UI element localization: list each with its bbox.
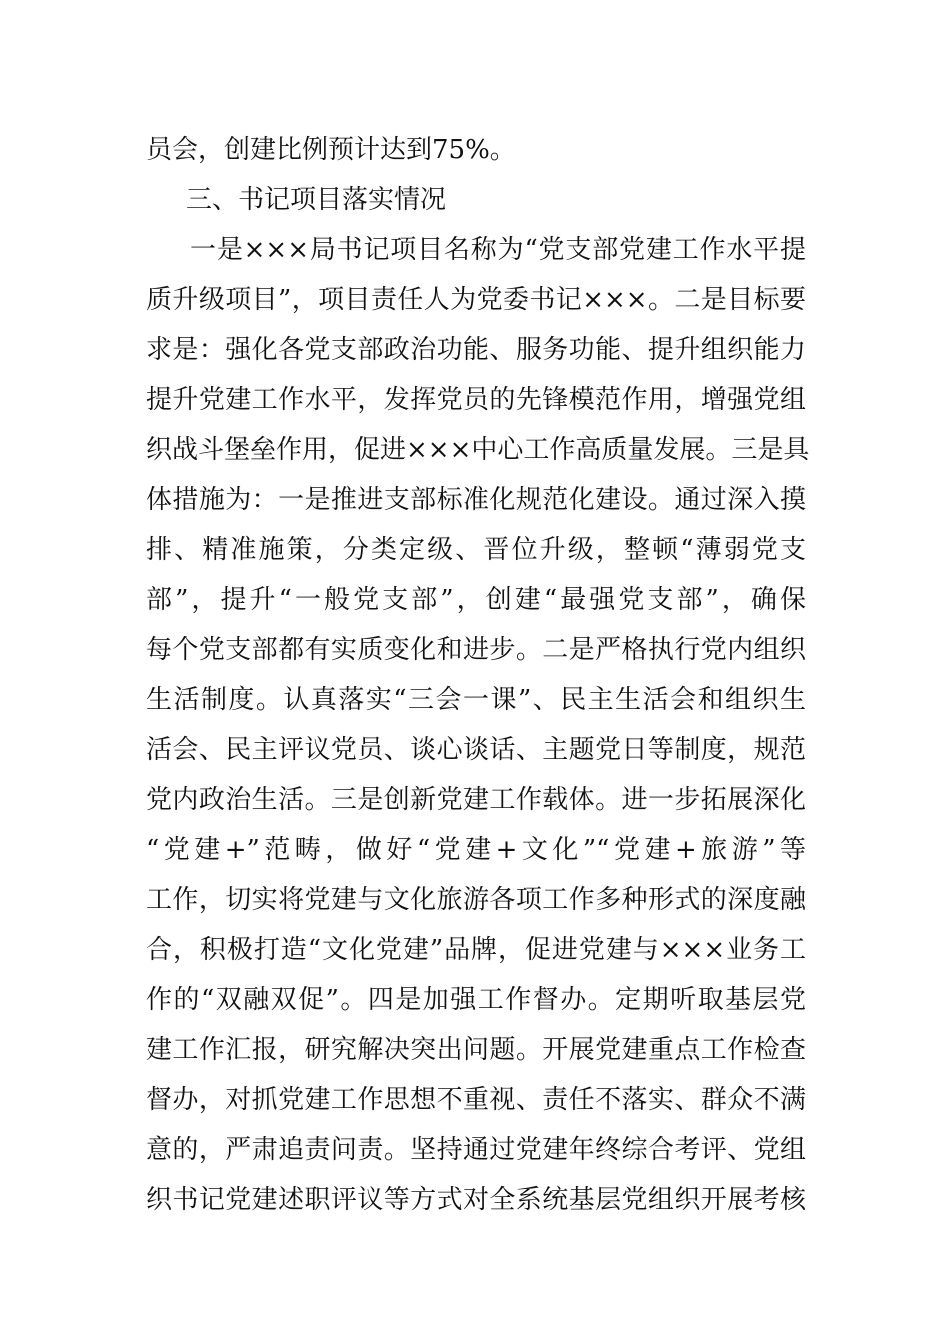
text-line-15: 工作，切实将党建与文化旅游各项工作多种形式的深度融 xyxy=(146,885,806,915)
text-line-14: “党建+”范畴，做好“党建+文化”“党建+旅游”等 xyxy=(146,835,806,865)
text-line-2: 一是×××局书记项目名称为“党支部党建工作水平提 xyxy=(190,235,806,265)
text-line-13: 党内政治生活。三是创新党建工作载体。进一步拓展深化 xyxy=(146,785,806,815)
text-line-6: 织战斗堡垒作用，促进×××中心工作高质量发展。三是具 xyxy=(146,435,810,465)
section-heading: 三、书记项目落实情况 xyxy=(186,185,447,215)
text-line-1: 员会，创建比例预计达到75%。 xyxy=(146,135,516,165)
text-line-16: 合，积极打造“文化党建”品牌，促进党建与×××业务工 xyxy=(146,935,806,965)
text-line-11: 生活制度。认真落实“三会一课”、民主生活会和组织生 xyxy=(146,685,806,715)
text-line-17: 作的“双融双促”。四是加强工作督办。定期听取基层党 xyxy=(146,985,806,1015)
text-line-10: 每个党支部都有实质变化和进步。二是严格执行党内组织 xyxy=(146,635,806,665)
text-line-4: 求是：强化各党支部政治功能、服务功能、提升组织能力 xyxy=(146,335,806,365)
text-line-7: 体措施为：一是推进支部标准化规范化建设。通过深入摸 xyxy=(146,485,806,515)
text-line-8: 排、精准施策，分类定级、晋位升级，整顿“薄弱党支 xyxy=(146,535,806,565)
text-line-18: 建工作汇报，研究解决突出问题。开展党建重点工作检查 xyxy=(146,1035,806,1065)
text-line-20: 意的，严肃追责问责。坚持通过党建年终综合考评、党组 xyxy=(146,1135,806,1165)
text-line-9: 部”，提升“一般党支部”，创建“最强党支部”，确保 xyxy=(146,585,806,615)
text-line-19: 督办，对抓党建工作思想不重视、责任不落实、群众不满 xyxy=(146,1085,806,1115)
text-line-5: 提升党建工作水平，发挥党员的先锋模范作用，增强党组 xyxy=(146,385,806,415)
text-line-3: 质升级项目”，项目责任人为党委书记×××。二是目标要 xyxy=(146,285,806,315)
text-line-12: 活会、民主评议党员、谈心谈话、主题党日等制度，规范 xyxy=(146,735,806,765)
text-line-21: 织书记党建述职评议等方式对全系统基层党组织开展考核 xyxy=(146,1185,806,1215)
